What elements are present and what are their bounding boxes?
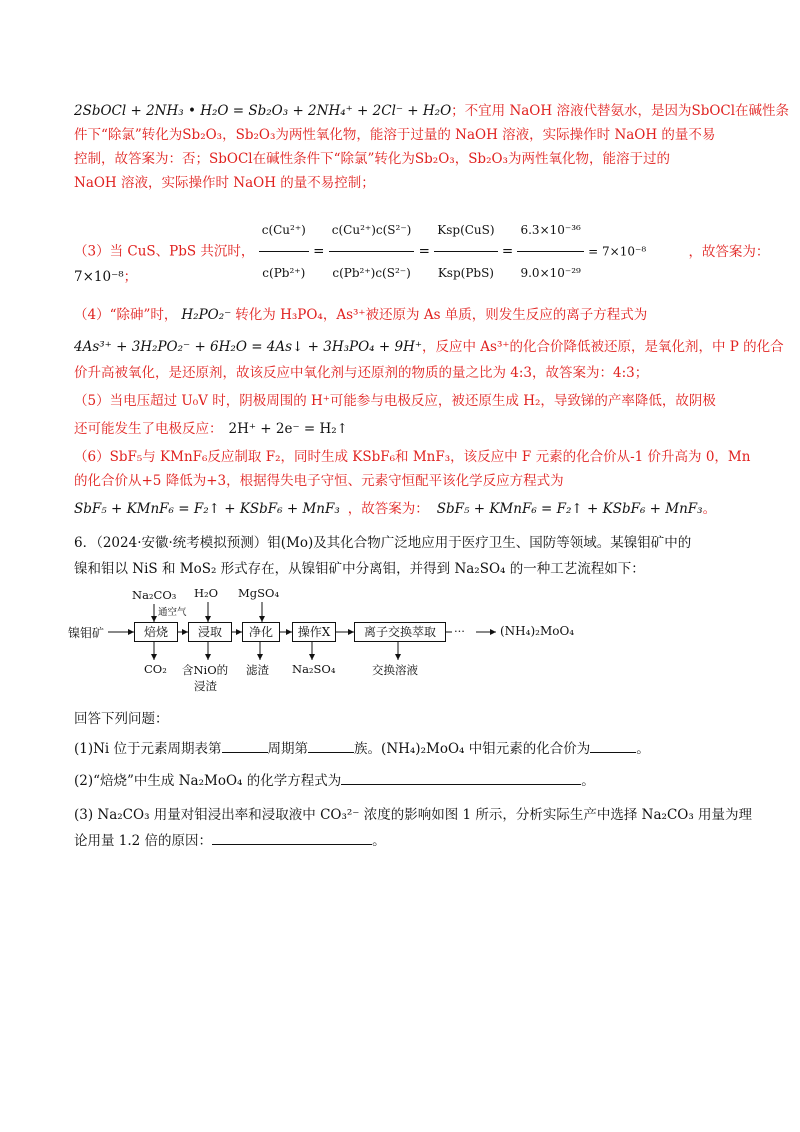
q3-answer-line: 7×10⁻⁸； [74, 269, 138, 285]
input-air: 通空气 [158, 607, 187, 618]
para1-line1 [74, 100, 790, 122]
output-na2so4: Na₂SO₄ [292, 662, 336, 676]
flow-box-ion-exchange: 离子交换萃取 [354, 622, 446, 642]
questions-intro: 回答下列问题： [74, 711, 169, 727]
equation-hydrogen: 2H⁺ + 2e⁻ = H₂↑ [228, 421, 348, 437]
question-3-line1: (3) Na₂CO₃ 用量对钼浸出率和浸取液中 CO₃²⁻ 浓度的影响如图 1 所示，分析实际生产中选择 Na₂CO₃ 用量为理 [74, 807, 753, 823]
flow-dots: ··· [454, 624, 465, 638]
q1-blank-group[interactable] [308, 738, 354, 753]
equation-fluorine-answer: SbF₅ + KMnF₆ = F₂↑ + KSbF₆ + MnF₃ [436, 501, 703, 517]
para1-text1: ；不宜用 NaOH 溶液代替氨水，是因为SbOCl在碱性条 [451, 103, 790, 119]
q3-tail: ，故答案为： [688, 243, 770, 260]
output-exchange-solution: 交换溶液 [372, 663, 418, 677]
problem6-line1: 6．（2024·安徽·统考模拟预测）钼(Mo)及其化合物广泛地应用于医疗卫生、国防等领域。某镍钼矿中的 [74, 535, 692, 551]
q6-line3: SbF₅ + KMnF₆ = F₂↑ + KSbF₆ + MnF₃ ，故答案为： SbF₅ + KMnF₆ = F₂↑ + KSbF₆ + MnF₃。 [74, 501, 717, 517]
q4-line3: 价升高被氧化，是还原剂，故该反应中氧化剂与还原剂的物质的量之比为 4:3，故答案为：4:3； [74, 365, 649, 381]
flow-box-operation-x: 操作X [292, 622, 336, 642]
question-2: (2)“焙烧”中生成 Na₂MoO₄ 的化学方程式为 。 [74, 770, 726, 792]
q1-blank-period[interactable] [222, 738, 268, 753]
q3-blank-reason[interactable] [212, 830, 372, 845]
fraction-4: $\frac{\text{6.3×10⁻³⁶}}{\text{9.0×10⁻²⁹}}$ [517, 210, 583, 293]
fraction-1: $\frac{\text{c(Cu²⁺)}}{\text{c(Pb²⁺)}}$ [259, 210, 309, 293]
q2-blank-equation[interactable] [341, 770, 581, 785]
output-nio-residue-1: 含NiO的 [182, 663, 229, 677]
flow-product: (NH₄)₂MoO₄ [500, 624, 575, 638]
q4-line1: （4）“除砷”时， H₂PO₂⁻ 转化为 H₃PO₄，As³⁺被还原为 As 单质，则发生反应的离子方程式为 [74, 307, 648, 323]
h2po2-formula: H₂PO₂⁻ [181, 307, 232, 323]
equation-fluorine: SbF₅ + KMnF₆ = F₂↑ + KSbF₆ + MnF₃ [74, 501, 340, 517]
q1-blank-valence[interactable] [590, 738, 636, 753]
output-co2: CO₂ [144, 662, 167, 676]
input-h2o: H₂O [194, 586, 219, 600]
q5-line1: （5）当电压超过 U₀V 时，阴极周围的 H⁺可能参与电极反应，被还原生成 H₂，导致锑的产率降低，故阴极 [74, 393, 716, 409]
output-filter-residue: 滤渣 [246, 663, 269, 677]
fraction-2: $\frac{\text{c(Cu²⁺)c(S²⁻)}}{\text{c(Pb²⁺)c(S²⁻)}}$ [329, 210, 415, 293]
q4-line2: 4As³⁺ + 3H₂PO₂⁻ + 6H₂O = 4As↓ + 3H₃PO₄ + 9H⁺，反应中 As³⁺的化合价降低被还原，是氧化剂，中 P 的化合 [74, 339, 784, 355]
q5-line2: 还可能发生了电极反应： 2H⁺ + 2e⁻ = H₂↑ [74, 421, 348, 437]
process-flow-diagram [68, 584, 632, 696]
input-mgso4: MgSO₄ [238, 586, 280, 600]
para1-line4: NaOH 溶液，实际操作时 NaOH 的量不易控制； [74, 175, 375, 191]
q3-result: = 7×10⁻⁸ [588, 244, 647, 259]
problem6-line2: 镍和钼以 NiS 和 MoS₂ 形式存在，从镍钼矿中分离钼，并得到 Na₂SO₄ 的一种工艺流程如下： [74, 561, 645, 577]
question-1: (1)Ni 位于元素周期表第 周期第 族。(NH₄)₂MoO₄ 中钼元素的化合价为 。 [74, 738, 726, 760]
para1-line3: 控制，故答案为：否；SbOCl在碱性条件下“除氯”转化为Sb₂O₃，Sb₂O₃为两性氧化物，能溶于过的 [74, 151, 670, 167]
para1-line2: 件下“除氯”转化为Sb₂O₃，Sb₂O₃为两性氧化物，能溶于过量的 NaOH 溶液，实际操作时 NaOH 的量不易 [74, 127, 716, 143]
fraction-3: $\frac{\text{Ksp(CuS)}}{\text{Ksp(PbS)}}$ [434, 210, 497, 293]
flow-start-ore: 镍钼矿 [68, 626, 105, 640]
q6-line2: 的化合价从+5 降低为+3，根据得失电子守恒、元素守恒配平该化学反应方程式为 [74, 473, 564, 489]
q3-line: （3）当 CuS、PbS 共沉时， $\frac{\text{c(Cu²⁺)}}{\text{c(Pb²⁺)}}$ = $\frac{\text{c(Cu²⁺)c(S²⁻)}}{\text{c(Pb²⁺)c(S²⁻)}}$ = $\frac{\text{Ksp(CuS)}}{\text{Ksp(PbS)}}$ = $\frac{\text{6.3×10⁻³⁶}}{\text{9.0×10⁻²⁹}}$ = 7×10⁻⁸ ，故答案为： [74, 210, 726, 250]
flow-box-roasting: 焙烧 [134, 622, 178, 642]
flow-box-leaching: 浸取 [188, 622, 232, 642]
q3-lead: （3）当 CuS、PbS 共沉时， [74, 243, 255, 260]
q3-answer: 7×10⁻⁸ [74, 269, 124, 285]
input-na2co3: Na₂CO₃ [132, 588, 177, 602]
question-3-line2: 论用量 1.2 倍的原因： 。 [74, 830, 726, 852]
output-nio-residue-2: 浸渣 [194, 679, 217, 693]
equation-arsenic: 4As³⁺ + 3H₂PO₂⁻ + 6H₂O = 4As↓ + 3H₃PO₄ + 9H⁺ [74, 339, 422, 355]
equation-sbocl: 2SbOCl + 2NH₃ • H₂O = Sb₂O₃ + 2NH₄⁺ + 2Cl⁻ + H₂O [74, 103, 452, 119]
q6-line1: （6）SbF₅与 KMnF₆反应制取 F₂，同时生成 KSbF₆和 MnF₃，该反应中 F 元素的化合价从-1 价升高为 0，Mn [74, 449, 751, 465]
flow-box-purification: 净化 [242, 622, 280, 642]
